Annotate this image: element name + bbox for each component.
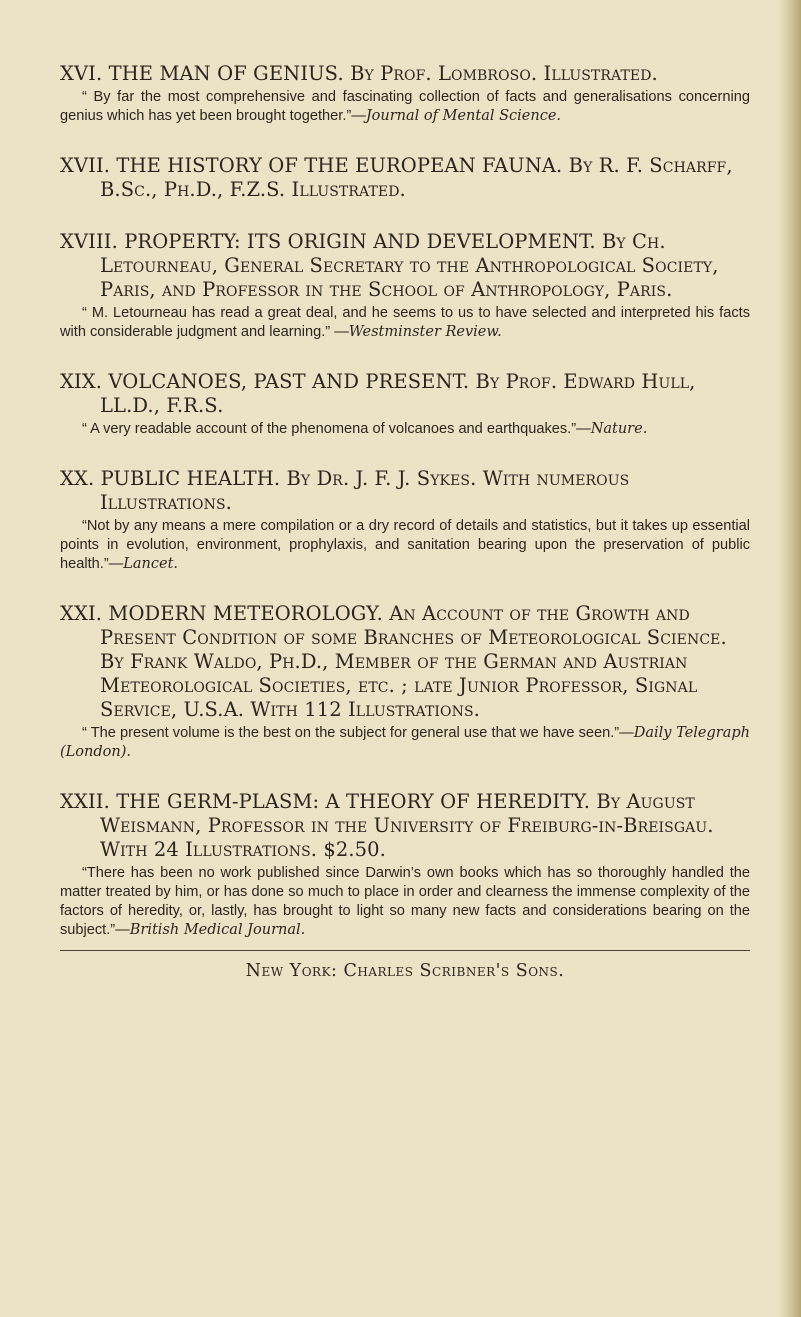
entry-title: VOLCANOES, PAST AND PRESENT. <box>108 370 470 393</box>
entry-heading <box>60 602 750 722</box>
divider-rule <box>60 950 750 951</box>
catalogue-entry <box>60 790 750 940</box>
catalogue-entry <box>60 62 750 126</box>
entry-heading <box>60 370 750 418</box>
entry-review <box>60 517 750 574</box>
entry-heading <box>60 790 750 862</box>
entry-title: MODERN METEOROLOGY. <box>108 602 383 625</box>
entry-review <box>60 864 750 940</box>
catalogue-entry <box>60 154 750 202</box>
entry-number: XVI. <box>60 62 103 85</box>
publisher-imprint: New York: Charles Scribner's Sons. <box>245 961 565 981</box>
entry-byline: By R. F. Scharff, B.Sc., Ph.D., F.Z.S. Illustrated. <box>100 154 733 201</box>
entry-number: XXI. <box>60 602 103 625</box>
entry-heading <box>60 467 750 515</box>
entry-heading <box>60 230 750 302</box>
entry-number: XVIII. <box>60 230 118 253</box>
entry-byline: By August Weismann, Professor in the University of Freiburg-in-Breisgau. With 24 Illustrations. $2.50. <box>100 790 714 861</box>
review-source: Daily Telegraph (London). <box>60 725 750 760</box>
entry-review <box>60 420 750 439</box>
entry-review <box>60 88 750 126</box>
entry-review <box>60 304 750 342</box>
review-text: “ By far the most comprehensive and fascinating collection of facts and generalisations concerning genius which has yet been brought together.”— <box>60 89 750 124</box>
entry-byline: By Dr. J. F. J. Sykes. With numerous Illustrations. <box>100 467 630 514</box>
review-text: “ A very readable account of the phenomena of volcanoes and earthquakes.”— <box>82 421 591 437</box>
entry-byline: An Account of the Growth and Present Condition of some Branches of Meteorological Science. By Frank Waldo, Ph.D., Member of the German and Austrian Meteorological Societies, etc. ; late Junior Professor, Signal Service, U.S.A. With 112 Illustrations. <box>100 602 727 721</box>
entry-review <box>60 724 750 762</box>
entry-number: XVII. <box>60 154 111 177</box>
entry-number: XX. <box>60 467 95 490</box>
review-text: “ M. Letourneau has read a great deal, and he seems to us to have selected and interpreted his facts with considerable judgment and learning.” — <box>60 305 750 340</box>
catalogue-entry <box>60 602 750 762</box>
entry-title: THE GERM-PLASM: A THEORY OF HEREDITY. <box>116 790 591 813</box>
entry-title: PROPERTY: ITS ORIGIN AND DEVELOPMENT. <box>124 230 596 253</box>
page-edge-shadow <box>779 0 801 1317</box>
catalogue-entry <box>60 370 750 439</box>
review-text: “ The present volume is the best on the subject for general use that we have seen.”— <box>82 725 634 741</box>
review-source: Lancet. <box>123 556 179 572</box>
entry-byline: By Prof. Lombroso. Illustrated. <box>350 62 658 85</box>
catalogue-entry <box>60 467 750 574</box>
entry-title: THE HISTORY OF THE EUROPEAN FAUNA. <box>116 154 563 177</box>
review-source: Westminster Review. <box>348 324 502 340</box>
entry-byline: By Ch. Letourneau, General Secretary to the Anthropological Society, Paris, and Professor in the School of Anthropology, Paris. <box>100 230 719 301</box>
review-source: Nature. <box>590 421 648 437</box>
entry-byline: By Prof. Edward Hull, LL.D., F.R.S. <box>100 370 696 417</box>
catalogue-page <box>60 62 750 981</box>
catalogue-entry <box>60 230 750 342</box>
entry-number: XXII. <box>60 790 110 813</box>
review-source: Journal of Mental Science. <box>365 108 562 124</box>
entry-number: XIX. <box>60 370 103 393</box>
review-text: “There has been no work published since Darwin’s own books which has so thoroughly handled the matter treated by him, or has done so much to place in order and clearness the immense complexity of the factors of heredity, or, lastly, has brought to light so many new facts and considerations bearing on the subject.”— <box>60 865 750 938</box>
entry-heading <box>60 154 750 202</box>
entry-title: THE MAN OF GENIUS. <box>108 62 344 85</box>
entry-title: PUBLIC HEALTH. <box>100 467 281 490</box>
review-text: “Not by any means a mere compilation or a dry record of details and statistics, but it takes up essential points in evolution, environment, prophylaxis, and sanitation bearing upon the preservation of public health.”— <box>60 518 750 572</box>
entry-heading <box>60 62 750 86</box>
review-source: British Medical Journal. <box>129 922 306 938</box>
